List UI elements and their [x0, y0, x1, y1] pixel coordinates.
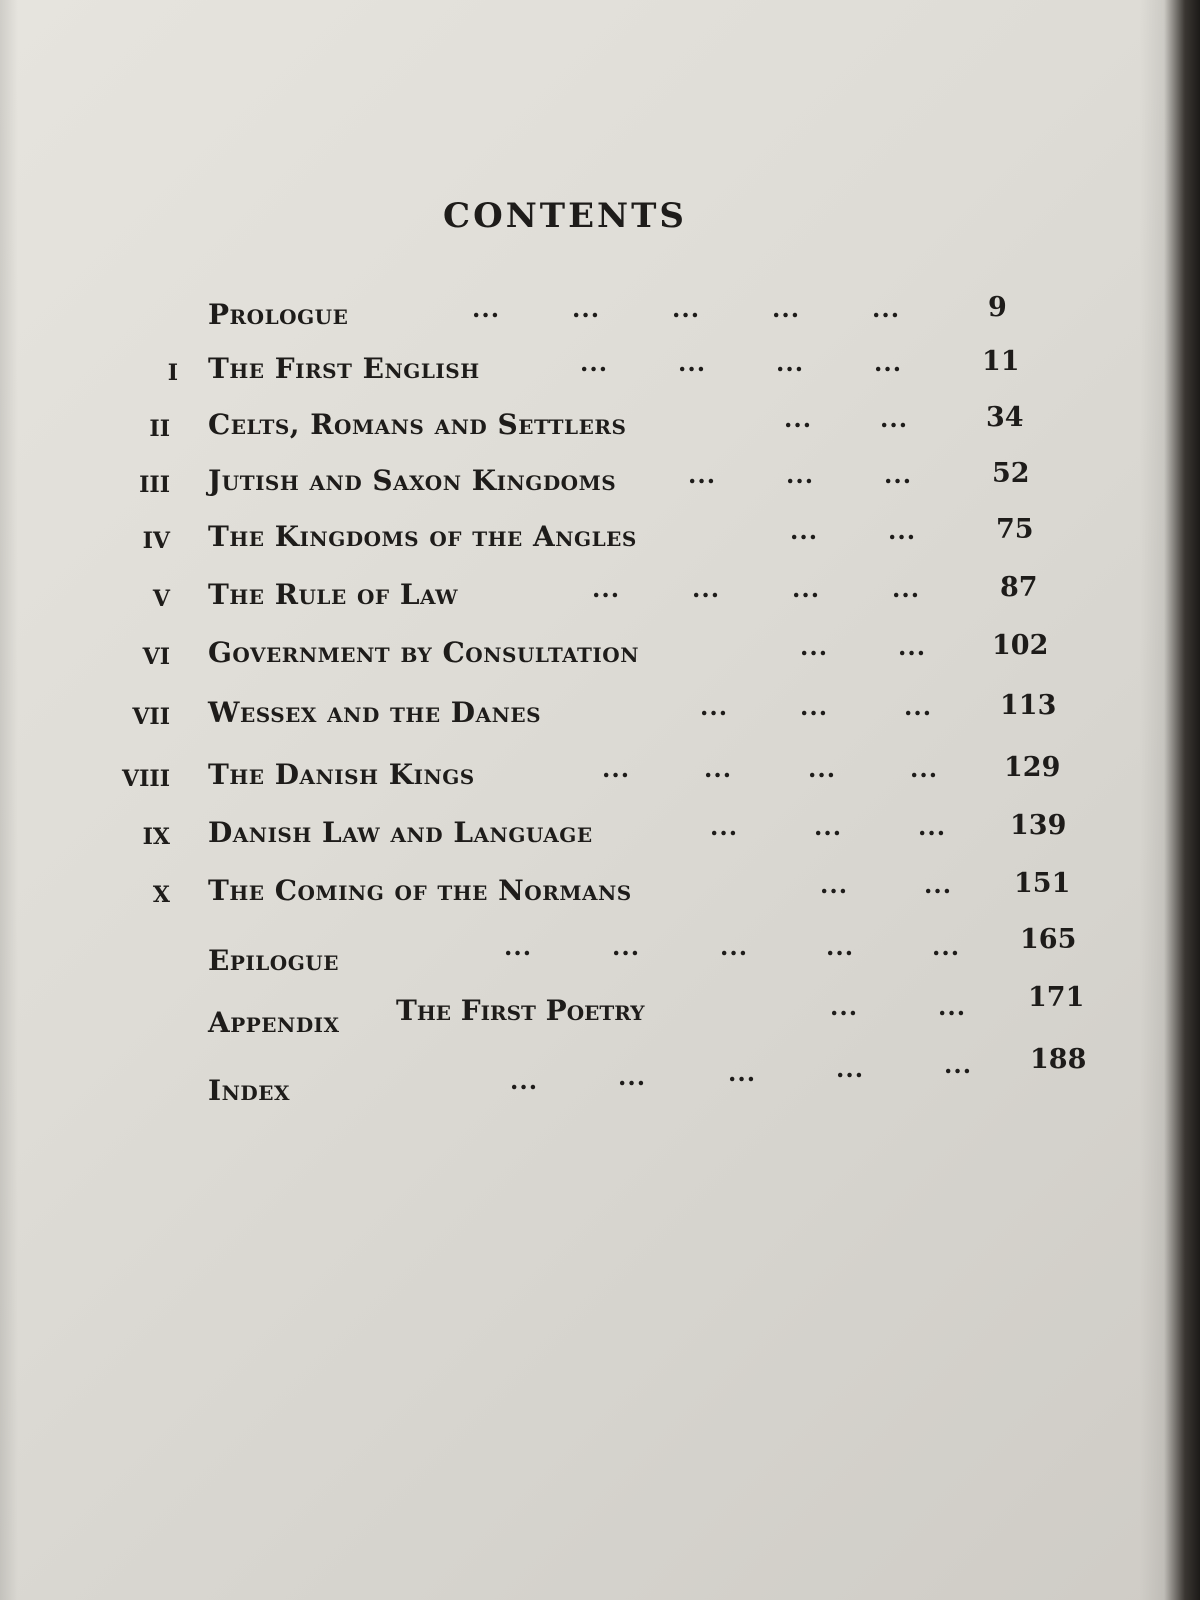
leader-dots: ...	[692, 574, 721, 603]
toc-page-number: 9	[988, 292, 1007, 323]
toc-entry-index	[0, 1044, 1200, 1107]
leader-dots: ...	[884, 460, 913, 489]
leader-dots: ...	[892, 574, 921, 603]
leader-dots: ...	[924, 870, 953, 899]
toc-entry-chapter-4	[0, 514, 1200, 564]
toc-entry-label: Epilogue	[208, 944, 339, 977]
leader-dots: ...	[910, 754, 939, 783]
chapter-numeral: VI	[142, 644, 170, 670]
leader-dots: ...	[826, 932, 855, 961]
toc-entry-chapter-3	[0, 458, 1200, 508]
toc-entry-epilogue	[0, 924, 1200, 980]
toc-entry-label: Prologue	[208, 298, 349, 331]
toc-entry-label: The Kingdoms of the Angles	[208, 520, 637, 553]
toc-page-number: 171	[1028, 982, 1085, 1013]
leader-dots: ...	[820, 870, 849, 899]
leader-dots: ...	[836, 1054, 865, 1083]
toc-page-number: 87	[1000, 572, 1038, 603]
toc-entry-chapter-1	[0, 346, 1200, 396]
leader-dots: ...	[700, 692, 729, 721]
leader-dots: ...	[872, 294, 901, 323]
leader-dots: ...	[510, 1066, 539, 1095]
leader-dots: ...	[612, 932, 641, 961]
leader-dots: ...	[814, 812, 843, 841]
toc-page-number: 102	[992, 630, 1049, 661]
toc-entry-chapter-2	[0, 402, 1200, 452]
toc-entry-chapter-6	[0, 630, 1200, 680]
toc-page-number: 75	[996, 514, 1034, 545]
toc-entry-chapter-5	[0, 572, 1200, 622]
leader-dots: ...	[792, 574, 821, 603]
toc-entry-label: The Rule of Law	[208, 578, 459, 611]
leader-dots: ...	[898, 632, 927, 661]
leader-dots: ...	[504, 932, 533, 961]
toc-entry-label: The Coming of the Normans	[208, 874, 632, 907]
toc-page-number: 151	[1014, 868, 1071, 899]
leader-dots: ...	[776, 348, 805, 377]
leader-dots: ...	[800, 692, 829, 721]
leader-dots: ...	[618, 1062, 647, 1091]
toc-entry-label: The First English	[208, 352, 480, 385]
toc-entry-label: Wessex and the Danes	[208, 696, 542, 729]
leader-dots: ...	[580, 348, 609, 377]
toc-page-number: 11	[982, 346, 1020, 377]
chapter-numeral: I	[167, 360, 178, 386]
leader-dots: ...	[786, 460, 815, 489]
leader-dots: ...	[678, 348, 707, 377]
toc-entry-label: Government by Consultation	[208, 636, 639, 669]
toc-entry-label: Celts, Romans and Settlers	[208, 408, 627, 441]
leader-dots: ...	[592, 574, 621, 603]
leader-dots: ...	[704, 754, 733, 783]
leader-dots: ...	[904, 692, 933, 721]
toc-page-number: 34	[986, 402, 1024, 433]
leader-dots: ...	[572, 294, 601, 323]
leader-dots: ...	[784, 404, 813, 433]
leader-dots: ...	[938, 992, 967, 1021]
leader-dots: ...	[944, 1050, 973, 1079]
toc-entry-appendix	[0, 982, 1200, 1040]
page-title: CONTENTS	[443, 196, 687, 236]
toc-page-number: 113	[1000, 690, 1057, 721]
leader-dots: ...	[728, 1058, 757, 1087]
toc-entry-chapter-7	[0, 690, 1200, 740]
leader-dots: ...	[472, 294, 501, 323]
chapter-numeral: II	[149, 416, 170, 442]
toc-entry-label: Jutish and Saxon Kingdoms	[208, 464, 617, 497]
toc-entry-sublabel: The First Poetry	[396, 994, 645, 1027]
chapter-numeral: III	[139, 472, 170, 498]
leader-dots: ...	[800, 632, 829, 661]
toc-page-number: 139	[1010, 810, 1067, 841]
toc-entry-label: Appendix	[208, 1006, 340, 1039]
toc-page-number: 165	[1020, 924, 1077, 955]
toc-page-number: 52	[992, 458, 1030, 489]
chapter-numeral: IV	[142, 528, 170, 554]
leader-dots: ...	[918, 812, 947, 841]
leader-dots: ...	[880, 404, 909, 433]
leader-dots: ...	[830, 992, 859, 1021]
leader-dots: ...	[772, 294, 801, 323]
toc-entry-label: Danish Law and Language	[208, 816, 593, 849]
chapter-numeral: VII	[132, 704, 170, 730]
leader-dots: ...	[720, 932, 749, 961]
toc-entry-chapter-8	[0, 752, 1200, 802]
leader-dots: ...	[888, 516, 917, 545]
chapter-numeral: V	[152, 586, 170, 612]
leader-dots: ...	[808, 754, 837, 783]
chapter-numeral: VIII	[122, 766, 170, 792]
leader-dots: ...	[672, 294, 701, 323]
toc-entry-label: The Danish Kings	[208, 758, 475, 791]
toc-entry-label: Index	[208, 1074, 290, 1107]
leader-dots: ...	[602, 754, 631, 783]
toc-page-number: 188	[1030, 1044, 1087, 1075]
leader-dots: ...	[790, 516, 819, 545]
toc-entry-prologue	[0, 292, 1200, 342]
leader-dots: ...	[688, 460, 717, 489]
toc-entry-chapter-10	[0, 868, 1200, 918]
toc-entry-chapter-9	[0, 810, 1200, 860]
chapter-numeral: IX	[142, 824, 170, 850]
leader-dots: ...	[710, 812, 739, 841]
toc-page-number: 129	[1004, 752, 1061, 783]
leader-dots: ...	[874, 348, 903, 377]
leader-dots: ...	[932, 932, 961, 961]
chapter-numeral: X	[152, 882, 170, 908]
